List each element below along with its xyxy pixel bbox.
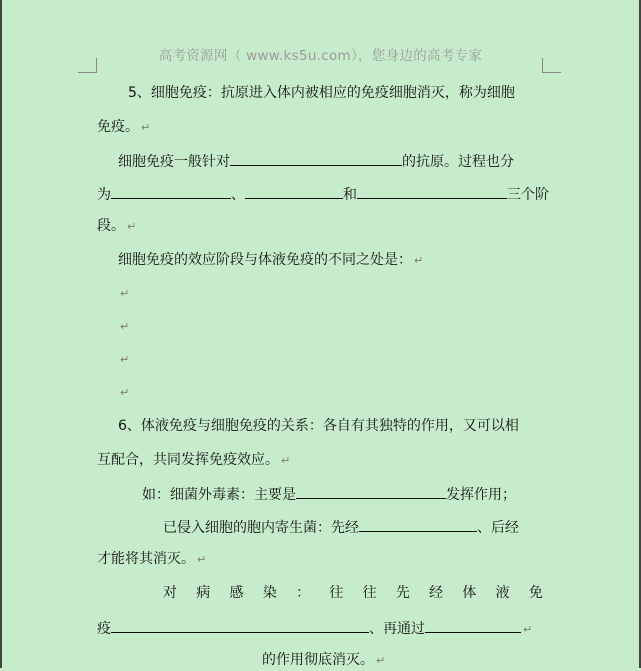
crop-mark-top-right: [542, 58, 561, 73]
q1-text-e: 段。: [97, 218, 125, 234]
q1-and: 和: [343, 187, 357, 203]
blank-stage-3[interactable]: [357, 183, 507, 199]
paragraph-mark: ↵: [120, 386, 130, 399]
virus-text-c: 的作用彻底消灭。: [262, 652, 374, 668]
q1-text-d: 三个阶: [507, 187, 549, 203]
virus-text-b: 、再通过: [369, 621, 425, 637]
blank-stage-1[interactable]: [111, 183, 231, 199]
virus-char: 感: [229, 585, 244, 601]
paragraph-mark: ↵: [376, 654, 386, 667]
virus-infection-line2: [97, 617, 532, 640]
section6-text1: 6、体液免疫与细胞免疫的关系：各自有其独特的作用，又可以相: [118, 418, 519, 434]
intracellular-text-a: 已侵入细胞的胞内寄生菌：先经: [163, 520, 359, 536]
paragraph-mark: ↵: [197, 553, 207, 566]
intracellular-line2: [97, 549, 206, 570]
blank-exotoxin[interactable]: [296, 483, 446, 499]
virus-char: 往: [329, 585, 344, 601]
virus-char: 液: [495, 585, 510, 601]
example-exotoxin-line: [142, 483, 516, 505]
blank-stage-2[interactable]: [245, 183, 343, 199]
virus-char: 染: [262, 585, 277, 601]
intracellular-line1: [163, 516, 519, 538]
paragraph-mark: ↵: [523, 623, 533, 636]
answer-empty-line-2[interactable]: [118, 316, 129, 337]
section5-line1: [128, 83, 515, 103]
virus-char: 经: [429, 585, 444, 601]
q2-text: 细胞免疫的效应阶段与体液免疫的不同之处是：: [118, 252, 412, 268]
intracellular-text-c: 才能将其消灭。: [97, 551, 195, 567]
section5-line2: [97, 117, 150, 138]
blank-intracellular-first[interactable]: [359, 516, 477, 532]
blank-virus-second[interactable]: [425, 617, 521, 633]
virus-char: 病: [196, 585, 211, 601]
paragraph-mark: ↵: [120, 320, 130, 333]
question1-line1: [118, 150, 514, 172]
blank-virus-first[interactable]: [111, 617, 369, 633]
answer-empty-line-1[interactable]: [118, 283, 129, 304]
paragraph-mark: ↵: [120, 353, 130, 366]
q1-text-b: 的抗原。过程也分: [402, 154, 514, 170]
page-header: 高考资源网（ www.ks5u.com），您身边的高考专家: [158, 48, 483, 64]
q1-text-c: 为: [97, 187, 111, 203]
answer-empty-line-3[interactable]: [118, 349, 129, 370]
paragraph-mark: ↵: [414, 254, 424, 267]
q1-text-a: 细胞免疫一般针对: [118, 154, 230, 170]
virus-text-a: 疫: [97, 621, 111, 637]
section6-line1: [118, 416, 519, 436]
section5-text1: 5、细胞免疫：抗原进入体内被相应的免疫细胞消灭，称为细胞: [128, 85, 515, 101]
paragraph-mark: ↵: [141, 121, 151, 134]
virus-char: 往: [362, 585, 377, 601]
exotoxin-text-b: 发挥作用；: [446, 487, 516, 503]
virus-infection-line1: [163, 583, 543, 603]
section6-text2: 互配合，共同发挥免疫效应。: [97, 452, 279, 468]
paragraph-mark: ↵: [281, 454, 291, 467]
section5-text2: 免疫。: [97, 119, 139, 135]
q1-separator: 、: [231, 187, 245, 203]
virus-char: ：: [296, 585, 311, 601]
question1-line2: [97, 183, 549, 205]
answer-empty-line-4[interactable]: [118, 382, 129, 403]
intracellular-text-b: 、后经: [477, 520, 519, 536]
paragraph-mark: ↵: [120, 287, 130, 300]
question2-line: [118, 250, 423, 271]
virus-char: 先: [395, 585, 410, 601]
crop-mark-top-left: [78, 58, 97, 73]
virus-char: 体: [462, 585, 477, 601]
question1-line3: [97, 216, 136, 237]
blank-antigen-type[interactable]: [230, 150, 402, 166]
paragraph-mark: ↵: [127, 220, 137, 233]
virus-char: 免: [528, 585, 543, 601]
exotoxin-text-a: 如：细菌外毒素：主要是: [142, 487, 296, 503]
section6-line2: [97, 450, 290, 471]
virus-char: 对: [163, 585, 177, 601]
